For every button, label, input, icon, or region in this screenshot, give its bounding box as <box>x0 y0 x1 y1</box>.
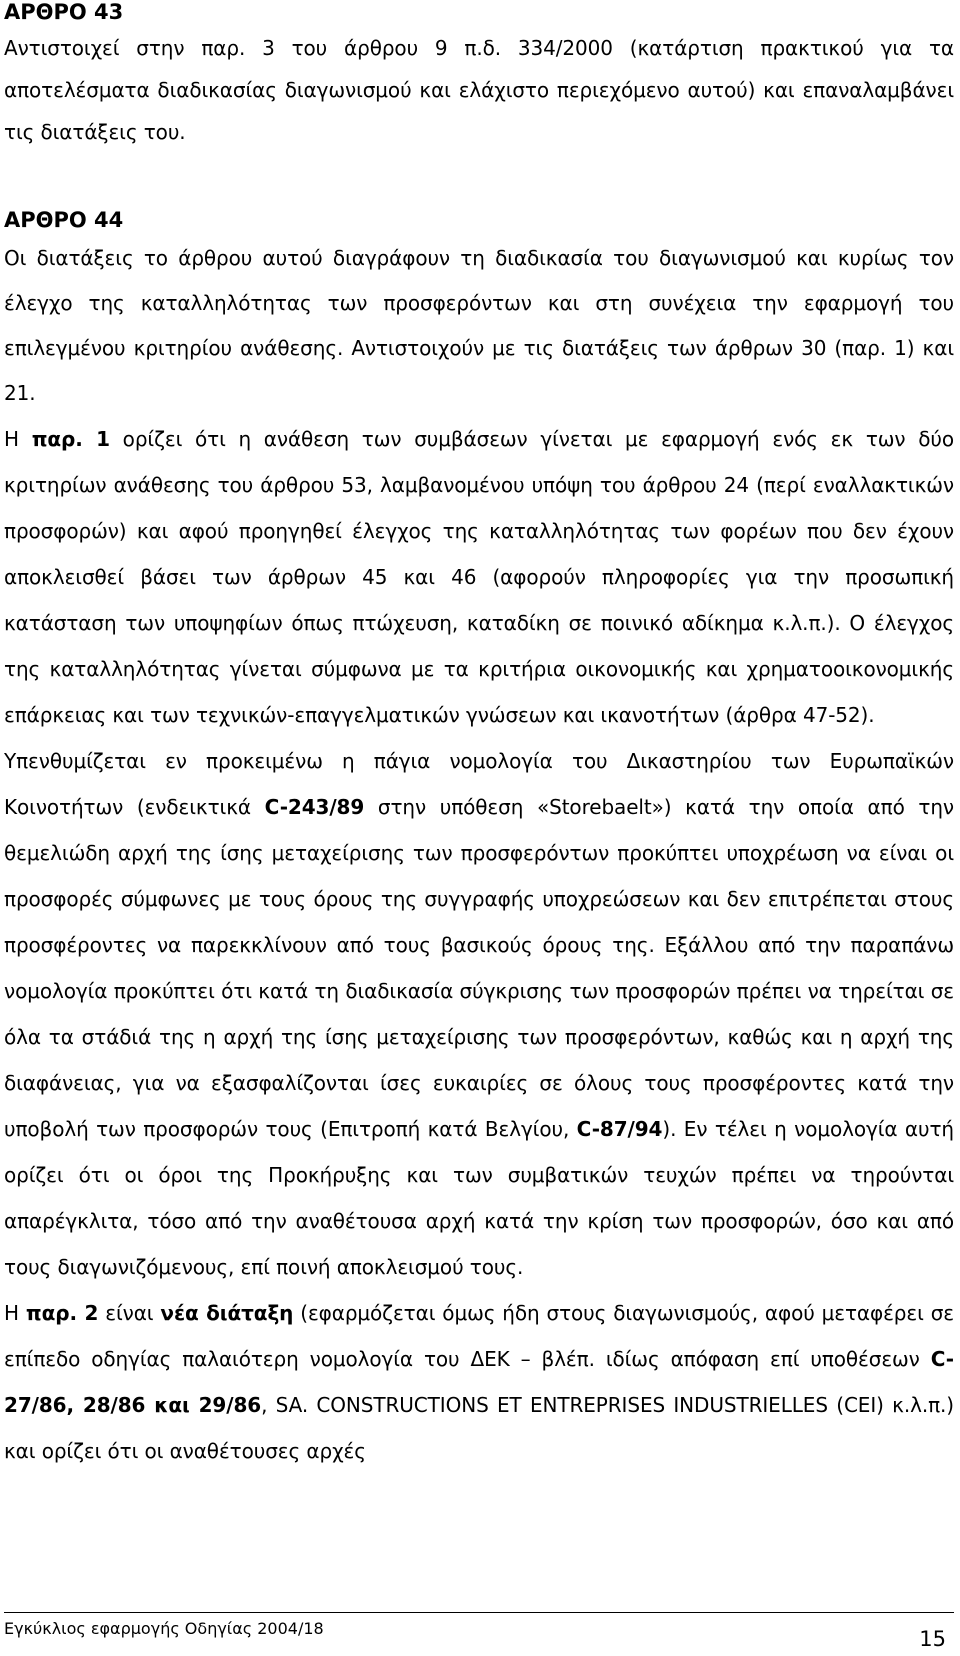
page-number: 15 <box>919 1627 946 1651</box>
new-provision-label: νέα διάταξη <box>160 1301 294 1325</box>
case-ref-c-87-94: C-87/94 <box>576 1117 663 1141</box>
case-ref-c-243-89: C-243/89 <box>264 795 365 819</box>
par-1-ref: παρ. 1 <box>31 427 110 451</box>
document-page <box>4 0 954 1474</box>
footer-title: Εγκύκλιος εφαρμογής Οδηγίας 2004/18 <box>4 1619 324 1638</box>
case-law-paragraph: Υπενθυμίζεται εν προκειμένω η πάγια νομολογία του Δικαστηρίου των Ευρωπαϊκών Κοινοτήτων (ενδεικτικά C-243/89 στην υπόθεση «Storebaelt») κατά την οποία από την θεμελιώδη αρχή της ίσης μεταχείρισης των προσφερόντων προκύπτει υποχρέωση να είναι οι προσφορές σύμφωνες με τους όρους της συγγραφής υποχρεώσεων και δεν επιτρέπεται στους προσφέροντες να παρεκκλίνουν από τους βασικούς όρους της. Εξάλλου από την παραπάνω νομολογία προκύπτει ότι κατά τη διαδικασία σύγκρισης των προσφορών πρέπει να τηρείται σε όλα τα στάδιά της η αρχή της ίσης μεταχείρισης των προσφερόντων, καθώς και η αρχή της διαφάνειας, για να εξασφαλίζονται ίσες ευκαιρίες σε όλους τους προσφέροντες κατά την υποβολή των προσφορών τους (Επιτροπή κατά Βελγίου, C-87/94). Εν τέλει η νομολογία αυτή ορίζει ότι οι όροι της Προκήρυξης και των συμβατικών τευχών πρέπει να τηρούνται απαρέγκλιτα, τόσο από την αναθέτουσα αρχή κατά την κρίση των προσφορών, όσο και από τους διαγωνιζόμενους, επί ποινή αποκλεισμού τους. <box>4 749 954 1279</box>
article-44-paragraph-2: Η παρ. 2 είναι νέα διάταξη (εφαρμόζεται όμως ήδη στους διαγωνισμούς, αφού μεταφέρει σε επίπεδο οδηγίας παλαιότερη νομολογία του ΔΕΚ – βλέπ. ιδίως απόφαση επί υποθέσεων C- 27/86, 28/86 και 29/86, SA. CONSTRUCTIONS ET ENTREPRISES INDUSTRIELLES (CEI) κ.λ.π.) και ορίζει ότι οι αναθέτουσες αρχές <box>4 1301 954 1463</box>
article-43-text: Αντιστοιχεί στην παρ. 3 του άρθρου 9 π.δ. 334/2000 (κατάρτιση πρακτικού για τα αποτελέσματα διαδικασίας διαγωνισμού και ελάχιστο περιεχόμενο αυτού) και επαναλαμβάνει τις διατάξεις του. <box>4 36 954 144</box>
section-gap <box>4 153 954 206</box>
page-footer <box>4 1612 954 1653</box>
case-refs-27-28-29-86: C- 27/86, 28/86 και 29/86 <box>4 1347 954 1417</box>
article-44-paragraph-1: Η παρ. 1 ορίζει ότι η ανάθεση των συμβάσεων γίνεται με εφαρμογή ενός εκ των δύο κριτηρίων ανάθεσης του άρθρου 53, λαμβανομένου υπόψη του άρθρου 24 (περί εναλλακτικών προσφορών) και αφού προηγηθεί έλεγχος της καταλληλότητας των φορέων που δεν έχουν αποκλεισθεί βάσει των άρθρων 45 και 46 (αφορούν πληροφορίες για την προσωπική κατάσταση των υποψηφίων όπως πτώχευση, καταδίκη σε ποινικό αδίκημα κ.λ.π.). Ο έλεγχος της καταλληλότητας γίνεται σύμφωνα με τα κριτήρια οικονομικής και χρηματοοικονομικής επάρκειας και των τεχνικών-επαγγελματικών γνώσεων και ικανοτήτων (άρθρα 47-52). <box>4 427 954 727</box>
par-2-ref: παρ. 2 <box>25 1301 99 1325</box>
article-44-heading: ΑΡΘΡΟ 44 <box>4 208 124 232</box>
article-43-heading: ΑΡΘΡΟ 43 <box>4 0 124 24</box>
article-44-intro: Οι διατάξεις το άρθρου αυτού διαγράφουν τη διαδικασία του διαγωνισμού και κυρίως τον έλεγχο της καταλληλότητας των προσφερόντων και στη συνέχεια την εφαρμογή του επιλεγμένου κριτηρίου ανάθεσης. Αντιστοιχούν με τις διατάξεις των άρθρων 30 (παρ. 1) και 21. <box>4 246 954 405</box>
